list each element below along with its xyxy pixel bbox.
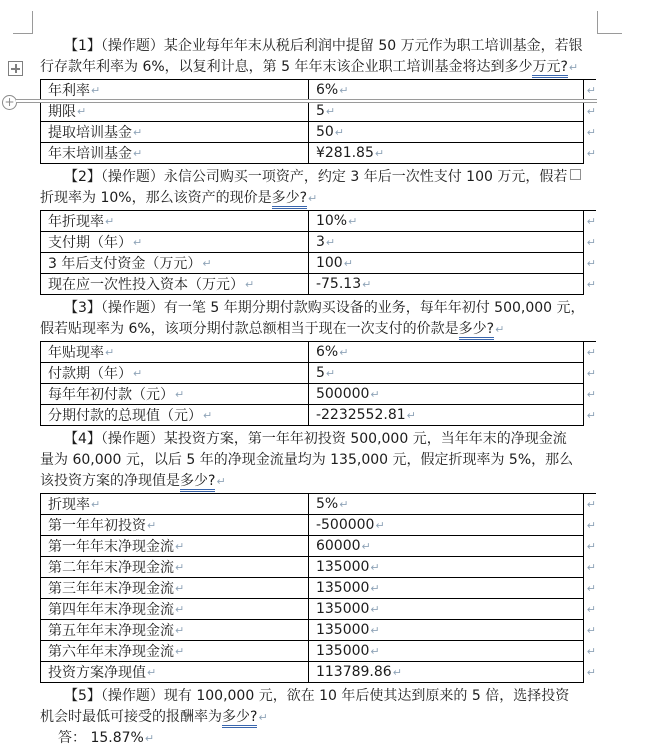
row-end-mark-icon: ↵: [586, 519, 596, 532]
row-label: 年利率: [48, 83, 90, 99]
row-label-cell[interactable]: [40, 122, 308, 143]
row-label-cell[interactable]: [40, 641, 308, 662]
table-move-handle-icon[interactable]: [8, 61, 23, 76]
row-end-mark-icon: ↵: [586, 645, 596, 658]
question-4-line-2: [40, 450, 596, 471]
row-value: ¥281.85: [315, 145, 374, 161]
cell-end-mark-icon: ↵: [175, 602, 185, 616]
cell-end-mark-icon: ↵: [370, 387, 380, 401]
row-value-cell[interactable]: [308, 101, 584, 122]
row-label-cell[interactable]: [40, 494, 308, 515]
paragraph-mark-icon: ↵: [144, 732, 155, 745]
cell-end-mark-icon: ↵: [361, 539, 371, 553]
row-end-mark-icon: ↵: [586, 105, 596, 118]
row-value: 135000: [315, 643, 370, 659]
row-end-mark-icon: ↵: [586, 278, 596, 291]
row-label-cell[interactable]: [40, 620, 308, 641]
cell-end-mark-icon: ↵: [133, 366, 143, 380]
cell-end-mark-icon: ↵: [105, 214, 115, 228]
cell-end-mark-icon: ↵: [325, 235, 336, 249]
table-row: [40, 515, 596, 536]
cell-end-mark-icon: ↵: [175, 581, 185, 595]
answer-line: [40, 728, 596, 749]
document-body: [40, 36, 596, 749]
paragraph-mark-icon: ↵: [495, 323, 505, 336]
row-label: 分期付款的总现值（元）: [48, 408, 202, 424]
row-end-mark-icon: ↵: [586, 346, 596, 359]
row-label: 年末培训基金: [48, 146, 132, 162]
cell-end-mark-icon: ↵: [339, 345, 349, 359]
row-label: 现在应一次性投入资本（万元）: [48, 277, 244, 293]
row-end-mark-icon: ↵: [586, 126, 596, 139]
table-row: [40, 232, 596, 253]
text-boundary-corner-top-left: [13, 33, 33, 34]
answer-blank-underline: 万元?: [532, 59, 567, 78]
row-label-cell[interactable]: [40, 342, 308, 363]
question-2-line-2: [40, 188, 596, 209]
table-row: [40, 557, 596, 578]
cell-end-mark-icon: ↵: [133, 235, 143, 249]
row-label-cell[interactable]: [40, 101, 308, 122]
question-3-line-1: [40, 298, 596, 319]
cell-end-mark-icon: ↵: [325, 104, 336, 118]
paragraph-text: 【3】（操作题）有一笔 5 年期分期付款购买设备的业务，每年年初付 500,000 元，: [64, 300, 585, 316]
row-value-cell[interactable]: [308, 274, 584, 295]
question-1-line-2: [40, 57, 596, 78]
question-2-line-1: [40, 167, 596, 188]
row-end-mark-icon: ↵: [586, 540, 596, 553]
row-end-mark-icon: ↵: [586, 257, 596, 270]
row-label-cell[interactable]: [40, 515, 308, 536]
row-value-cell[interactable]: [308, 342, 584, 363]
row-end-mark-icon: ↵: [586, 215, 596, 228]
table-row: [40, 599, 596, 620]
row-value: 60000: [315, 538, 361, 554]
row-label: 第四年年末净现金流: [48, 602, 174, 618]
row-label: 第一年年末净现金流: [48, 539, 174, 555]
table-question-4: [40, 493, 596, 683]
row-value: 135000: [315, 622, 370, 638]
answer-text: 答： 15.87%: [58, 730, 144, 746]
row-label-cell[interactable]: [40, 599, 308, 620]
table-row: [40, 253, 596, 274]
row-value-cell[interactable]: [308, 599, 584, 620]
row-value-cell[interactable]: [308, 122, 584, 143]
row-value: 5: [315, 103, 325, 119]
cell-end-mark-icon: ↵: [370, 644, 380, 658]
cell-end-mark-icon: ↵: [105, 345, 115, 359]
table-row: [40, 122, 596, 143]
paragraph-text: 假若贴现率为 6%，该项分期付款总额相当于现在一次支付的价款是: [40, 321, 459, 337]
cell-end-mark-icon: ↵: [175, 560, 185, 574]
row-value: 100: [315, 255, 343, 271]
cell-end-mark-icon: ↵: [339, 497, 349, 511]
row-label-cell[interactable]: [40, 143, 308, 164]
cell-end-mark-icon: ↵: [406, 408, 416, 422]
table-row: [40, 641, 596, 662]
cell-end-mark-icon: ↵: [370, 581, 380, 595]
cell-end-mark-icon: ↵: [202, 256, 212, 270]
answer-blank-underline: 多少?: [459, 321, 494, 340]
row-label: 提取培训基金: [48, 125, 132, 141]
row-end-mark-icon: ↵: [586, 409, 596, 422]
table-row: [40, 363, 596, 384]
table-row: [40, 101, 596, 122]
row-label: 年贴现率: [48, 345, 104, 361]
row-label: 投资方案净现值: [48, 665, 146, 681]
row-label: 第一年年初投资: [48, 518, 146, 534]
cell-end-mark-icon: ↵: [348, 214, 358, 228]
table-question-2: [40, 210, 596, 295]
text-boundary-corner-top-right: [597, 33, 622, 34]
cell-end-mark-icon: ↵: [175, 623, 185, 637]
row-value-cell[interactable]: [308, 80, 584, 101]
question-3-line-2: [40, 319, 596, 340]
row-end-mark-icon: ↵: [586, 388, 596, 401]
cell-end-mark-icon: ↵: [203, 408, 213, 422]
table-row: [40, 662, 596, 683]
row-value: 113789.86: [315, 664, 392, 680]
row-label: 年折现率: [48, 214, 104, 230]
row-label-cell[interactable]: [40, 274, 308, 295]
row-value: 500000: [315, 386, 370, 402]
row-value-cell[interactable]: [308, 515, 584, 536]
row-value-cell[interactable]: [308, 557, 584, 578]
row-value: 6%: [315, 82, 339, 98]
row-label-cell[interactable]: [40, 405, 308, 426]
cell-end-mark-icon: ↵: [245, 277, 255, 291]
row-label: 第二年年末净现金流: [48, 560, 174, 576]
row-value-cell[interactable]: [308, 253, 584, 274]
row-label: 3 年后支付资金（万元）: [48, 256, 202, 272]
cell-end-mark-icon: ↵: [375, 518, 385, 532]
cell-end-mark-icon: ↵: [175, 539, 185, 553]
row-end-mark-icon: ↵: [586, 666, 596, 679]
row-value: 5: [315, 365, 325, 381]
row-label-cell[interactable]: [40, 80, 308, 101]
cell-end-mark-icon: ↵: [91, 497, 101, 511]
cell-end-mark-icon: ↵: [133, 125, 143, 139]
row-label-cell[interactable]: [40, 578, 308, 599]
row-label: 第六年年末净现金流: [48, 644, 174, 660]
row-label-cell[interactable]: [40, 662, 308, 683]
row-label-cell[interactable]: [40, 384, 308, 405]
table-row: [40, 536, 596, 557]
cell-end-mark-icon: ↵: [175, 387, 185, 401]
text-boundary-corner-top-right: [597, 11, 598, 33]
row-value: 135000: [315, 580, 370, 596]
row-end-mark-icon: ↵: [586, 582, 596, 595]
answer-blank-underline: 多少?: [272, 190, 307, 209]
paragraph-text: 行存款年利率为 6%，以复利计息，第 5 年年末该企业职工培训基金将达到多少: [40, 59, 533, 75]
paragraph-text: 【2】（操作题）永信公司购买一项资产，约定 3 年后一次性支付 100 万元，假若: [64, 169, 568, 185]
paragraph-text: 【1】（操作题）某企业每年年末从税后利润中提留 50 万元作为职工培训基金，若银: [64, 38, 583, 54]
answer-blank-underline: 多少?: [222, 709, 257, 728]
row-value-cell[interactable]: [308, 232, 584, 253]
cell-end-mark-icon: ↵: [362, 277, 372, 291]
row-value-cell[interactable]: [308, 384, 584, 405]
table-row: [40, 80, 596, 101]
row-label-cell[interactable]: [40, 211, 308, 232]
row-value: 135000: [315, 601, 370, 617]
cell-end-mark-icon: ↵: [370, 602, 380, 616]
row-value: 6%: [315, 344, 339, 360]
row-end-mark-icon: ↵: [586, 603, 596, 616]
row-value-cell[interactable]: [308, 143, 584, 164]
row-value: 135000: [315, 559, 370, 575]
paragraph-mark-icon: ↵: [216, 475, 226, 488]
row-value: 50: [315, 124, 334, 140]
cell-end-mark-icon: ↵: [334, 125, 345, 139]
row-end-mark-icon: ↵: [586, 84, 596, 97]
row-value-cell[interactable]: [308, 620, 584, 641]
table-row: [40, 143, 596, 164]
row-value-cell[interactable]: [308, 494, 584, 515]
row-value-cell[interactable]: [308, 536, 584, 557]
row-value: 5%: [315, 496, 339, 512]
row-value: -500000: [315, 517, 375, 533]
insert-row-indicator-line: [16, 99, 597, 103]
paragraph-mark-icon: ↵: [258, 711, 268, 724]
cell-end-mark-icon: ↵: [370, 623, 380, 637]
table-row: [40, 578, 596, 599]
table-row: [40, 494, 596, 515]
row-label: 每年年初付款（元）: [48, 387, 174, 403]
cell-end-mark-icon: ↵: [370, 560, 380, 574]
anchor-square-icon: [570, 169, 581, 180]
row-label-cell[interactable]: [40, 557, 308, 578]
answer-blank-underline: 多少?: [180, 473, 215, 492]
row-end-mark-icon: ↵: [586, 624, 596, 637]
row-label: 支付期（年）: [48, 235, 132, 251]
question-4-line-3: [40, 471, 596, 492]
row-label-cell[interactable]: [40, 363, 308, 384]
cell-end-mark-icon: ↵: [343, 256, 353, 270]
row-value-cell[interactable]: [308, 211, 584, 232]
paragraph-text: 折现率为 10%，那么该资产的现价是: [40, 190, 272, 206]
row-value-cell[interactable]: [308, 662, 584, 683]
row-value: -75.13: [315, 276, 362, 292]
row-end-mark-icon: ↵: [586, 498, 596, 511]
row-end-mark-icon: ↵: [586, 147, 596, 160]
paragraph-mark-icon: ↵: [568, 61, 579, 74]
table-question-3: [40, 341, 596, 426]
row-label: 期限: [48, 104, 76, 120]
table-row: [40, 384, 596, 405]
table-row: [40, 620, 596, 641]
paragraph-text: 【4】（操作题）某投资方案，第一年年初投资 500,000 元，当年年末的净现金流: [64, 431, 567, 447]
cell-end-mark-icon: ↵: [91, 83, 101, 97]
row-label-cell[interactable]: [40, 536, 308, 557]
paragraph-mark-icon: ↵: [308, 192, 318, 205]
question-4-line-1: [40, 429, 596, 450]
cell-end-mark-icon: ↵: [147, 665, 157, 679]
cell-end-mark-icon: ↵: [147, 518, 157, 532]
cell-end-mark-icon: ↵: [374, 146, 385, 160]
paragraph-text: 【5】（操作题）现有 100,000 元，欲在 10 年后使其达到原来的 5 倍，选择投资: [64, 688, 570, 704]
cell-end-mark-icon: ↵: [339, 83, 349, 97]
question-5-line-1: [40, 686, 596, 707]
row-value-cell[interactable]: [308, 641, 584, 662]
cell-end-mark-icon: ↵: [77, 104, 87, 118]
question-1-line-1: [40, 36, 596, 57]
paragraph-text: 机会时最低可接受的报酬率为: [40, 709, 222, 725]
table-row: [40, 211, 596, 232]
table-row: [40, 274, 596, 295]
paragraph-text: 该投资方案的净现值是: [40, 473, 180, 489]
row-value: -2232552.81: [315, 407, 406, 423]
question-5-line-2: [40, 707, 596, 728]
row-end-mark-icon: ↵: [586, 236, 596, 249]
paragraph-text: 量为 60,000 元，以后 5 年的净现金流量均为 135,000 元，假定折现率为 5%，那么: [40, 452, 574, 468]
row-value-cell[interactable]: [308, 405, 584, 426]
row-end-mark-icon: ↵: [586, 561, 596, 574]
row-label-cell[interactable]: [40, 232, 308, 253]
cell-end-mark-icon: ↵: [175, 644, 185, 658]
row-value-cell[interactable]: [308, 363, 584, 384]
row-value: 10%: [315, 213, 348, 229]
table-row: [40, 342, 596, 363]
table-question-1: [40, 79, 596, 164]
cell-end-mark-icon: ↵: [325, 366, 336, 380]
row-label: 付款期（年）: [48, 366, 132, 382]
cell-end-mark-icon: ↵: [133, 146, 143, 160]
row-label: 折现率: [48, 497, 90, 513]
text-boundary-corner-top-left: [32, 11, 33, 33]
cell-end-mark-icon: ↵: [392, 665, 402, 679]
row-label-cell[interactable]: [40, 253, 308, 274]
row-label: 第三年年末净现金流: [48, 581, 174, 597]
row-label: 第五年年末净现金流: [48, 623, 174, 639]
insert-row-button[interactable]: +: [2, 95, 17, 110]
table-row: [40, 405, 596, 426]
row-end-mark-icon: ↵: [586, 367, 596, 380]
row-value-cell[interactable]: [308, 578, 584, 599]
row-value: 3: [315, 234, 325, 250]
